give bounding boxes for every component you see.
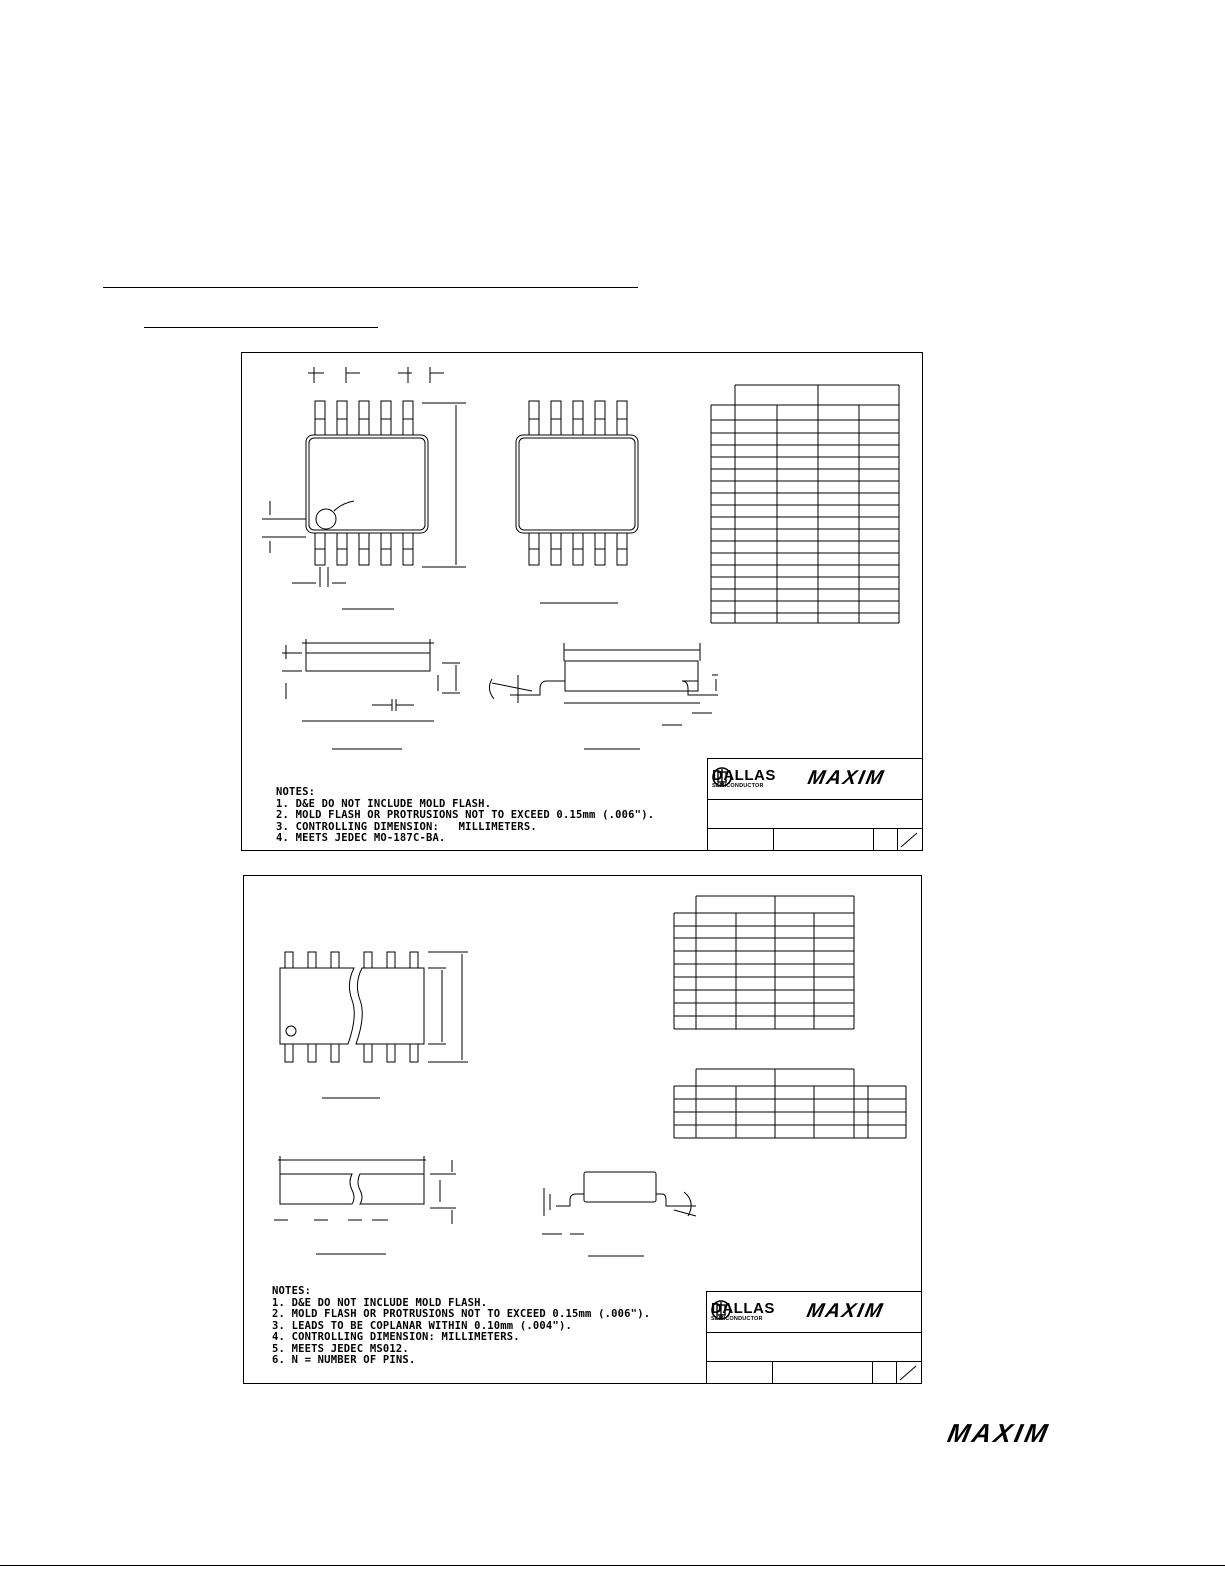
package-drawing-1 [241,352,923,851]
drawing-notes [272,1286,650,1367]
bottom-view [516,401,638,603]
package-drawing-2 [243,875,922,1384]
lead [337,401,347,435]
lead [285,1044,293,1062]
top-view [280,952,468,1098]
front-view [282,639,460,749]
note-item: 5. MEETS JEDEC MS012. [272,1342,409,1355]
side-view [542,1172,696,1256]
lead [617,401,627,435]
title-block-logo-row [708,759,923,800]
package-body [516,435,638,533]
lead [387,952,395,968]
maxim-logo: MAXIM [804,1300,887,1322]
dallas-logo [712,767,776,791]
subsection-heading-rule [144,327,378,328]
package-body-inner [309,438,425,530]
note-item: 4. CONTROLLING DIMENSION: MILLIMETERS. [272,1331,520,1343]
dallas-emblem-icon [711,1300,731,1320]
lead [364,952,372,968]
package-body [356,968,424,1044]
title-block-cell [708,828,774,851]
maxim-logo: MAXIM [805,767,888,789]
lead [387,1044,395,1062]
lead [315,401,325,435]
company-subtitle: SEMICONDUCTOR [712,783,764,789]
dimension-table [674,896,854,1029]
front-view [274,1156,456,1254]
note-item: 6. N = NUMBER OF PINS. [272,1354,416,1366]
notes-title: NOTES: [272,1285,312,1297]
package-body [306,435,428,533]
lead [381,401,391,435]
dallas-emblem-icon [712,767,732,787]
side-view [489,643,718,749]
lead [308,1044,316,1062]
lead [359,401,369,435]
note-item: 3. LEADS TO BE COPLANAR WITHIN 0.10mm (.004"). [272,1319,572,1332]
footer-maxim-logo: MAXIM [944,1418,1053,1448]
note-item: 2. MOLD FLASH OR PROTRUSIONS NOT TO EXCEED 0.15mm (.006"). [276,809,655,821]
package-body [280,968,354,1044]
notes-title: NOTES: [276,786,316,798]
footer-rule [0,1565,1225,1566]
variation-table [674,1069,906,1138]
note-item: 1. D&E DO NOT INCLUDE MOLD FLASH. [272,1296,488,1309]
note-item: 3. CONTROLLING DIMENSION: MILLIMETERS. [276,820,537,833]
title-block-cell [773,828,874,851]
lead [331,1044,339,1062]
section-heading-rule [103,287,638,288]
title-block-cell [872,1361,897,1384]
title-block-title-row [708,799,923,829]
lead [595,401,605,435]
dimension-table [711,385,899,623]
title-block-cell [707,1361,773,1384]
title-block-cell [772,1361,873,1384]
title-block [707,758,923,851]
title-block-logo-row [707,1292,922,1333]
dallas-logo [711,1300,775,1324]
title-block-title-row [707,1332,922,1362]
pin1-marker [286,1026,296,1036]
drawing-notes [276,787,654,845]
company-subtitle: SEMICONDUCTOR [711,1316,763,1322]
lead [410,952,418,968]
title-block [706,1291,922,1384]
lead [551,401,561,435]
lead [331,952,339,968]
package-body-inner [519,438,635,530]
revision-slash-icon [896,1362,922,1384]
leader-line [334,501,354,511]
lead [364,1044,372,1062]
note-item: 4. MEETS JEDEC MO-187C-BA. [276,832,446,844]
note-item: 2. MOLD FLASH OR PROTRUSIONS NOT TO EXCEED 0.15mm (.006"). [272,1308,651,1320]
lead [410,1044,418,1062]
pin1-marker [316,509,336,529]
lead [285,952,293,968]
lead [529,401,539,435]
company-name: DALLAS [711,1300,775,1317]
note-item: 1. D&E DO NOT INCLUDE MOLD FLASH. [276,797,492,810]
revision-slash-icon [897,829,923,851]
title-block-cell [873,828,898,851]
company-name: DALLAS [712,767,776,784]
lead [403,401,413,435]
top-view [262,367,466,609]
lead [308,952,316,968]
lead [573,401,583,435]
